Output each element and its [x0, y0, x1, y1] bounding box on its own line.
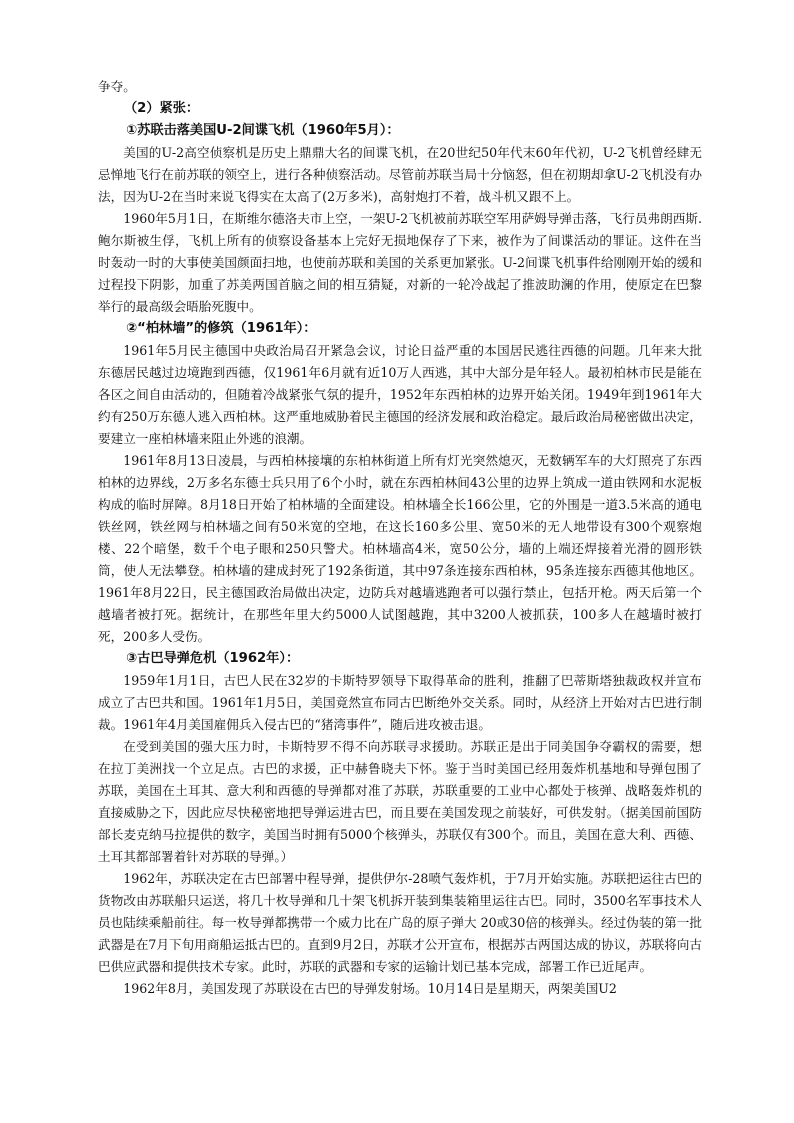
- paragraph: 在受到美国的强大压力时，卡斯特罗不得不向苏联寻求援助。苏联正是出于同美国争夺霸权的需要，想在拉丁美洲找一个立足点。古巴的求援，正中赫鲁晓夫下怀。鉴于当时美国已经用轰炸机基地和导弹包围了苏联，美国在土耳其、意大利和西德的导弹都对准了苏联，苏联重要的工业中心都处于核弹、战略轰炸机的直接威胁之下，因此应尽快秘密地把导弹运进古巴，而且要在美国发现之前装好，可供发射。（据美国前国防部长麦克纳马拉提供的数字，美国当时拥有5000个核弹头，苏联仅有300个。而且，美国在意大利、西德、土耳其都部署着针对苏联的导弹。）: [98, 739, 702, 864]
- document-body: [98, 76, 702, 1000]
- paragraph: 1962年8月，美国发现了苏联设在古巴的导弹发射场。10月14日是星期天，两架美国U2: [123, 981, 617, 996]
- continuation-text: 争夺。: [98, 79, 136, 94]
- subsection-heading-cuban-missile-crisis: ③古巴导弹危机（1962年）：: [126, 651, 300, 666]
- paragraph: 1959年1月1日，古巴人民在32岁的卡斯特罗领导下取得革命的胜利，推翻了巴蒂斯塔独裁政权并宣布成立了古巴共和国。1961年1月5日，美国竟然宣布同古巴断绝外交关系。同时，从经济上开始对古巴进行制裁。1961年4月美国雇佣兵入侵古巴的“猪湾事件”，随后进攻被击退。: [98, 673, 702, 732]
- paragraph: 1960年5月1日，在斯维尔德洛夫市上空，一架U-2飞机被前苏联空军用萨姆导弹击落，飞行员弗朗西斯.鲍尔斯被生俘，飞机上所有的侦察设备基本上完好无损地保存了下来，被作为了间谍活动的罪证。这件在当时轰动一时的大事使美国颜面扫地，也使前苏联和美国的关系更加紧张。U-2间谍飞机事件给刚刚开始的缓和过程投下阴影，加重了苏美两国首脑之间的相互猜疑，对新的一轮冷战起了推波助澜的作用，使原定在巴黎举行的最高级会晤胎死腹中。: [98, 211, 702, 314]
- section-heading: （2）紧张：: [124, 101, 200, 116]
- subsection-heading-berlin-wall: ②“柏林墙”的修筑（1961年）：: [126, 321, 317, 336]
- paragraph: 1961年8月13日凌晨，与西柏林接壤的东柏林街道上所有灯光突然熄灭，无数辆军车的大灯照亮了东西柏林的边界线，2万多名东德士兵只用了6个小时，就在东西柏林间43公里的边界上筑成一道由铁网和水泥板构成的临时屏障。8月18日开始了柏林墙的全面建设。柏林墙全长166公里，它的外围是一道3.5米高的通电铁丝网，铁丝网与柏林墙之间有50米宽的空地，在这长160多公里、宽50米的无人地带设有300个观察炮楼、22个暗堡，数千个电子眼和250只警犬。柏林墙高4米，宽50公分，墙的上端还焊接着光滑的圆形铁筒，使人无法攀登。柏林墙的建成封死了192条街道，其中97条连接东西柏林，95条连接东西德其他地区。1961年8月22日，民主德国政治局做出决定，边防兵对越墙逃跑者可以强行禁止，包括开枪。两天后第一个越墙者被打死。据统计，在那些年里大约5000人试图越跑，其中3200人被抓获，100多人在越墙时被打死，200多人受伤。: [98, 453, 702, 644]
- paragraph: 美国的U-2高空侦察机是历史上鼎鼎大名的间谍飞机，在20世纪50年代末60年代初，U-2飞机曾经肆无忌惮地飞行在前苏联的领空上，进行各种侦察活动。尽管前苏联当局十分恼怒，但在初期却拿U-2飞机没有办法，因为U-2在当时来说飞得实在太高了(2万多米)，高射炮打不着，战斗机又跟不上。: [98, 145, 702, 204]
- subsection-heading-u2: ①苏联击落美国U-2间谍飞机（1960年5月）：: [126, 123, 400, 138]
- paragraph: 1961年5月民主德国中央政治局召开紧急会议，讨论日益严重的本国居民逃往西德的问题。几年来大批东德居民越过边境跑到西德，仅1961年6月就有近10万人西逃，其中大部分是年轻人。最初柏林市民是能在各区之间自由活动的，但随着冷战紧张气氛的提升，1952年东西柏林的边界开始关闭。1949年到1961年大约有250万东德人逃入西柏林。这严重地威胁着民主德国的经济发展和政治稳定。最后政治局秘密做出决定，要建立一座柏林墙来阻止外逃的浪潮。: [98, 343, 702, 446]
- paragraph: 1962年，苏联决定在古巴部署中程导弹，提供伊尔-28喷气轰炸机，于7月开始实施。苏联把运往古巴的货物改由苏联船只运送，将几十枚导弹和几十架飞机拆开装到集装箱里运往古巴。同时，3500名军事技术人员也陆续乘船前往。每一枚导弹都携带一个威力比在广岛的原子弹大 20或30倍的核弹头。经过伪装的第一批武器是在7月下旬用商船运抵古巴的。直到9月2日，苏联才公开宣布，根据苏古两国达成的协议，苏联将向古巴供应武器和提供技术专家。此时，苏联的武器和专家的运输计划已基本完成，部署工作已近尾声。: [98, 871, 702, 974]
